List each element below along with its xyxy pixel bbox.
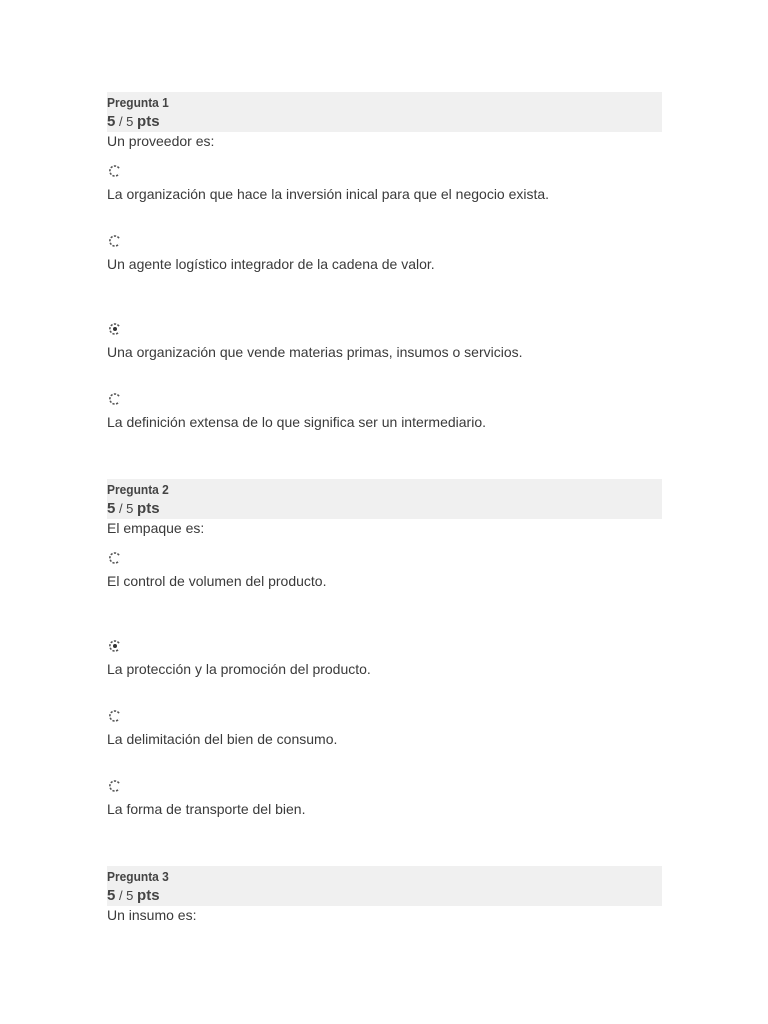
score-unit: pts (137, 887, 160, 904)
question-score (107, 113, 160, 130)
score-total: / 5 (115, 501, 138, 516)
radio-unselected-icon[interactable] (108, 709, 122, 723)
score-value: 5 (107, 113, 116, 130)
score-value: 5 (107, 500, 116, 517)
question-header (107, 92, 662, 132)
score-unit: pts (137, 500, 160, 517)
score-unit: pts (137, 113, 160, 130)
radio-unselected-icon[interactable] (108, 779, 122, 793)
score-total: / 5 (115, 114, 138, 129)
question-title: Pregunta 1 (107, 95, 169, 110)
answer-option-label: La organización que hace la inversión inical para que el negocio exista. (107, 186, 550, 202)
question-header (107, 479, 662, 519)
score-value: 5 (107, 887, 116, 904)
answer-option-label: Una organización que vende materias primas, insumos o servicios. (107, 344, 523, 360)
answer-option-label: La protección y la promoción del producto. (107, 661, 371, 677)
radio-selected-icon[interactable] (108, 322, 122, 336)
question-header (107, 866, 662, 906)
radio-unselected-icon[interactable] (108, 551, 122, 565)
question-score (107, 500, 160, 517)
answer-option-label: El control de volumen del producto. (107, 573, 327, 589)
question-score (107, 887, 160, 904)
answer-option-label: Un agente logístico integrador de la cadena de valor. (107, 256, 435, 272)
radio-unselected-icon[interactable] (108, 164, 122, 178)
question-prompt: El empaque es: (107, 520, 205, 536)
radio-unselected-icon[interactable] (108, 392, 122, 406)
radio-unselected-icon[interactable] (108, 234, 122, 248)
question-prompt: Un proveedor es: (107, 133, 215, 149)
question-title: Pregunta 2 (107, 482, 169, 497)
question-title: Pregunta 3 (107, 869, 169, 884)
score-total: / 5 (115, 888, 138, 903)
question-1 (107, 92, 662, 430)
radio-selected-icon[interactable] (108, 639, 122, 653)
question-3 (107, 866, 662, 923)
question-prompt: Un insumo es: (107, 907, 197, 923)
answer-option-label: La delimitación del bien de consumo. (107, 731, 338, 747)
question-2 (107, 479, 662, 817)
answer-option-label: La definición extensa de lo que significa ser un intermediario. (107, 414, 487, 430)
answer-option-label: La forma de transporte del bien. (107, 801, 306, 817)
